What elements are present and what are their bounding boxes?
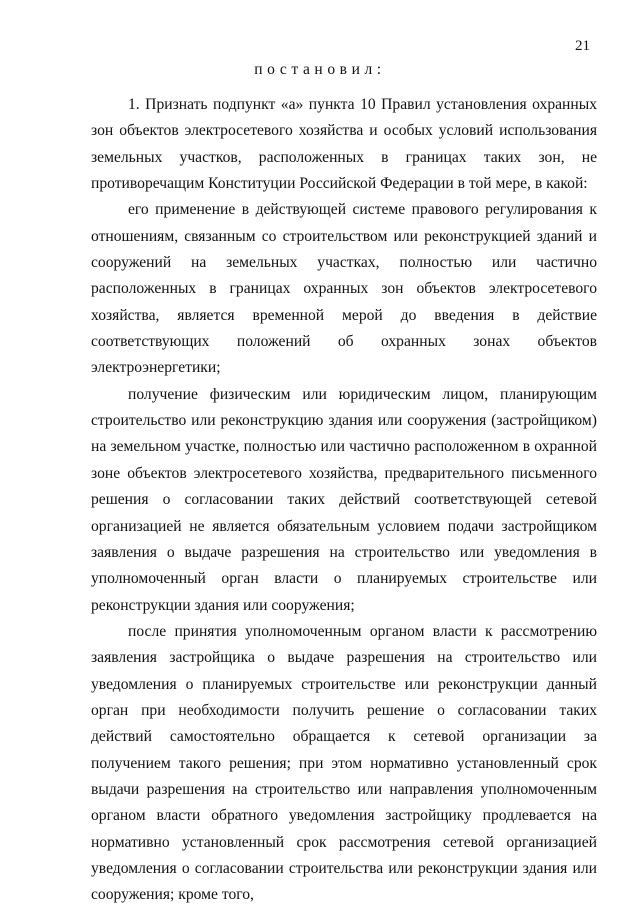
page-number: 21	[575, 38, 590, 54]
paragraph-1: 1. Признать подпункт «а» пункта 10 Правил установления охранных зон объектов электросетевого хозяйства и особых условий использования земельных участков, расположенных в границах таких зон, не противоречащим Конституции Российской Федерации в той мере, в какой:	[91, 96, 597, 193]
resolution-heading: постановил:	[254, 61, 386, 78]
paragraph-4: после принятия уполномоченным органом власти к рассмотрению заявления застройщика о выдаче разрешения на строительство или уведомления о планируемых строительстве или реконструкции данный орган при необходимости получить решение о согласовании таких действий самостоятельно обращается к сетевой организации за получением такого решения; при этом нормативно установленный срок выдачи разрешения на строительство или направления уполномоченным органом власти обратного уведомления застройщику продлевается на нормативно установленный срок рассмотрения сетевой организацией уведомления о согласовании строительства или реконструкции здания или сооружения; кроме того,	[91, 622, 597, 904]
document-body	[91, 92, 597, 909]
paragraph-2: его применение в действующей системе правового регулирования к отношениям, связанным со строительством или реконструкцией зданий и сооружений на земельных участках, полностью или частично расположенных в границах охранных зон объектов электросетевого хозяйства, является временной мерой до введения в действие соответствующих положений об охранных зонах объектов электроэнергетики;	[91, 201, 597, 377]
paragraph-3: получение физическим или юридическим лицом, планирующим строительство или реконструкцию здания или сооружения (застройщиком) на земельном участке, полностью или частично расположенном в охранной зоне объектов электросетевого хозяйства, предварительного письменного решения о согласовании таких действий соответствующей сетевой организацией не является обязательным условием подачи застройщиком заявления о выдаче разрешения на строительство или уведомления в уполномоченный орган власти о планируемых строительстве или реконструкции здания или сооружения;	[91, 385, 597, 614]
